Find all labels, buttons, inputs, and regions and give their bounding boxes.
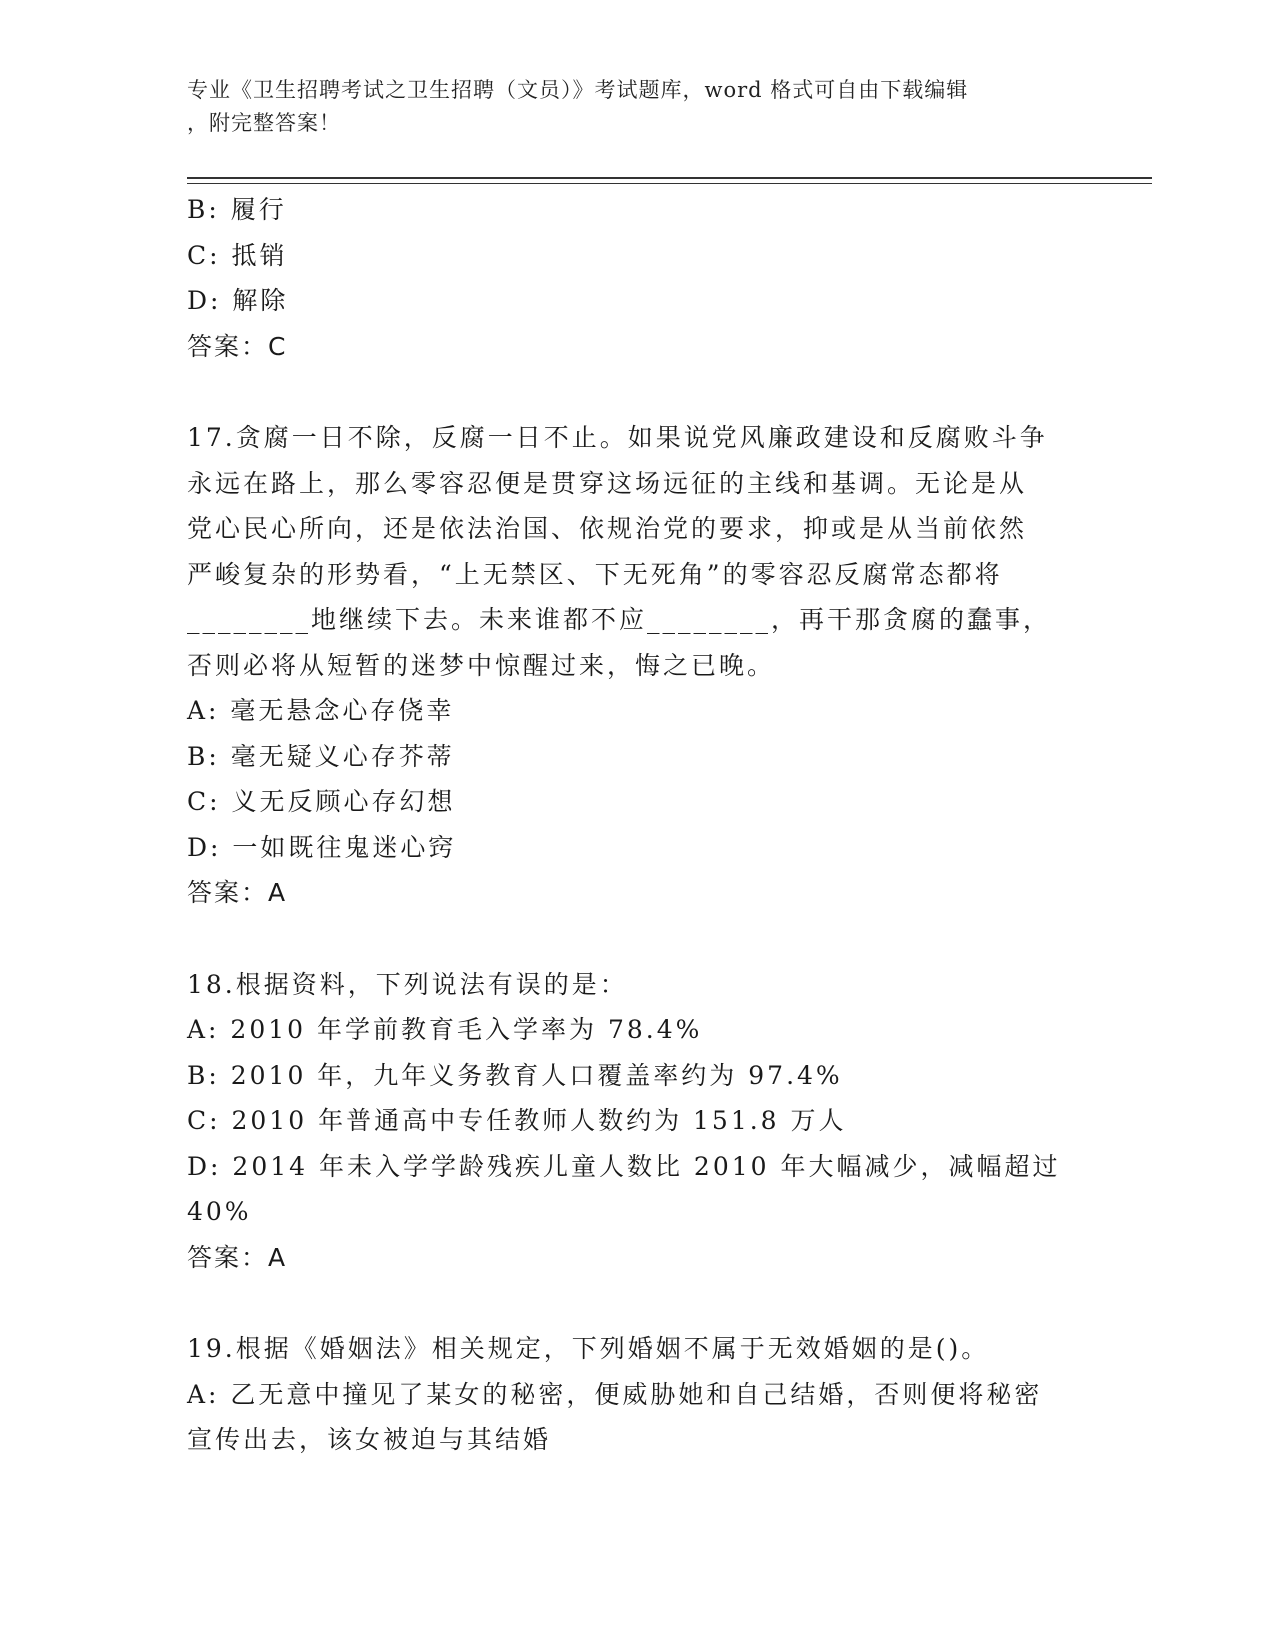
question-16-continued xyxy=(187,187,1077,369)
question-stem-line: 严峻复杂的形势看，“上无禁区、下无死角”的零容忍反腐常态都将 xyxy=(187,559,1003,589)
document-header xyxy=(187,74,1067,140)
question-content xyxy=(187,187,1077,1463)
option-d: D: 2014 年未入学学龄残疾儿童人数比 2010 年大幅减少，减幅超过 xyxy=(187,1151,1061,1181)
answer-line: 答案：C xyxy=(187,331,288,361)
answer-line: 答案：A xyxy=(187,878,288,907)
question-stem-line: ________地继续下去。未来谁都不应________，再干那贪腐的蠢事， xyxy=(187,605,1052,634)
question-stem-line: 永远在路上，那么零容忍便是贯穿这场远征的主线和基调。无论是从 xyxy=(187,468,1028,498)
answer-line: 答案：A xyxy=(187,1242,288,1272)
spacer xyxy=(187,369,1077,415)
option-b: B: 2010 年，九年义务教育人口覆盖率约为 97.4% xyxy=(187,1060,843,1090)
question-18 xyxy=(187,962,1077,1281)
option-c: C: 义无反顾心存幻想 xyxy=(187,787,456,816)
question-stem-line: 党心民心所向，还是依法治国、依规治党的要求，抑或是从当前依然 xyxy=(187,514,1028,543)
spacer xyxy=(187,1280,1077,1326)
option-a-continued: 宣传出去，该女被迫与其结婚 xyxy=(187,1425,552,1454)
option-a: A: 毫无悬念心存侥幸 xyxy=(187,696,455,725)
header-title-line-continued: ，附完整答案！ xyxy=(187,111,341,135)
question-19 xyxy=(187,1326,1077,1463)
question-stem: 19.根据《婚姻法》相关规定，下列婚姻不属于无效婚姻的是()。 xyxy=(187,1334,990,1363)
question-stem: 18.根据资料，下列说法有误的是： xyxy=(187,969,628,999)
question-stem-line: 17.贪腐一日不除，反腐一日不止。如果说党风廉政建设和反腐败斗争 xyxy=(187,423,1048,452)
option-d: D: 解除 xyxy=(187,286,289,315)
option-c: C: 2010 年普通高中专任教师人数约为 151.8 万人 xyxy=(187,1106,847,1135)
header-rule-thin xyxy=(187,183,1152,184)
option-b: B: 履行 xyxy=(187,195,287,224)
option-a: A: 乙无意中撞见了某女的秘密，便威胁她和自己结婚，否则便将秘密 xyxy=(187,1379,1043,1409)
spacer xyxy=(187,916,1077,962)
question-stem-line: 否则必将从短暂的迷梦中惊醒过来，悔之已晚。 xyxy=(187,650,776,680)
option-a: A: 2010 年学前教育毛入学率为 78.4% xyxy=(187,1015,703,1044)
option-d-continued: 40% xyxy=(187,1197,252,1226)
question-17 xyxy=(187,415,1077,916)
header-rule-thick xyxy=(187,177,1152,179)
header-title-line: 专业《卫生招聘考试之卫生招聘（文员）》考试题库，word 格式可自由下载编辑 xyxy=(187,78,969,102)
option-b: B: 毫无疑义心存芥蒂 xyxy=(187,741,455,771)
option-c: C: 抵销 xyxy=(187,240,288,270)
option-d: D: 一如既往鬼迷心窍 xyxy=(187,832,457,862)
